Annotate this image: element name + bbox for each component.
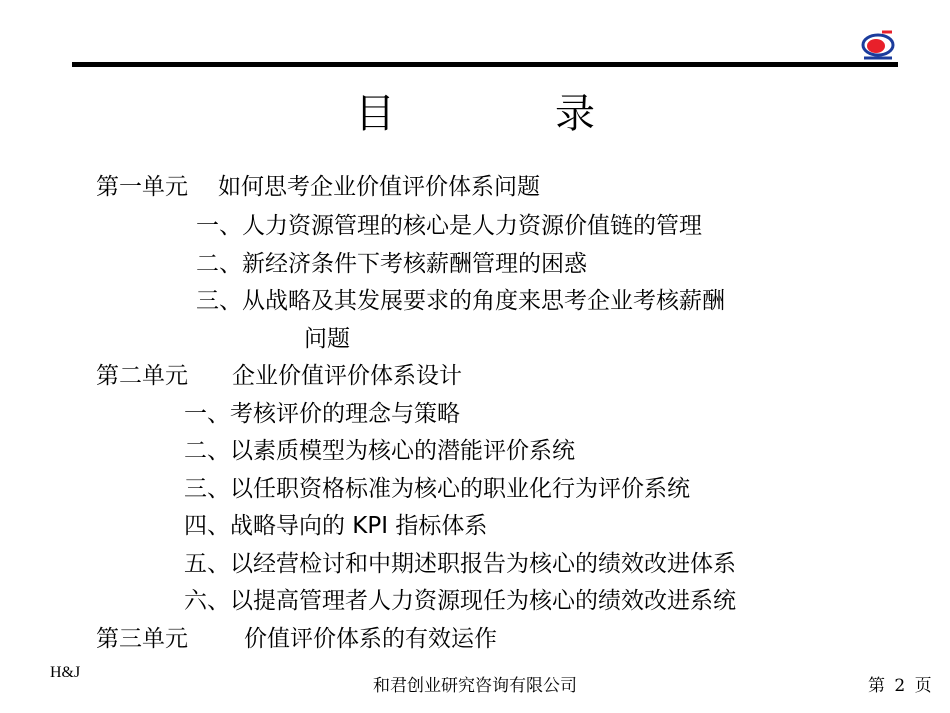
unit-1-title: 如何思考企业价值评价体系问题: [218, 174, 540, 200]
unit-2-label: 第二单元: [96, 363, 188, 389]
unit-2-item-5: 五、以经营检讨和中期述职报告为核心的绩效改进体系: [184, 551, 736, 577]
unit-1-item-2: 二、新经济条件下考核薪酬管理的困惑: [196, 251, 587, 277]
footer-company: 和君创业研究咨询有限公司: [373, 676, 577, 696]
page-title: 目录: [355, 91, 755, 137]
unit-2-item-2: 二、以素质模型为核心的潜能评价系统: [184, 438, 575, 464]
unit-2-item-3: 三、以任职资格标准为核心的职业化行为评价系统: [184, 476, 690, 502]
unit-3-label: 第三单元: [96, 626, 188, 652]
page-number: 第 2 页: [868, 676, 932, 696]
unit-1-heading: [96, 172, 540, 202]
unit-3-heading: [96, 624, 497, 654]
unit-2-item-4: 四、战略导向的 KPI 指标体系: [184, 513, 488, 539]
unit-2-heading: [96, 361, 462, 391]
unit-2-item-6: 六、以提高管理者人力资源现任为核心的绩效改进系统: [184, 588, 736, 614]
unit-2-item-1: 一、考核评价的理念与策略: [184, 401, 460, 427]
unit-2-title: 企业价值评价体系设计: [232, 363, 462, 389]
footer-initials: H&J: [50, 664, 81, 681]
unit-1-item-3: 三、从战略及其发展要求的角度来思考企业考核薪酬: [196, 288, 725, 314]
unit-1-item-1: 一、人力资源管理的核心是人力资源价值链的管理: [196, 213, 702, 239]
unit-3-title: 价值评价体系的有效运作: [244, 626, 497, 652]
company-logo-icon: [858, 28, 898, 64]
unit-1-item-3-cont: 问题: [304, 326, 350, 352]
header-rule: [72, 62, 898, 67]
unit-1-label: 第一单元: [96, 174, 188, 200]
